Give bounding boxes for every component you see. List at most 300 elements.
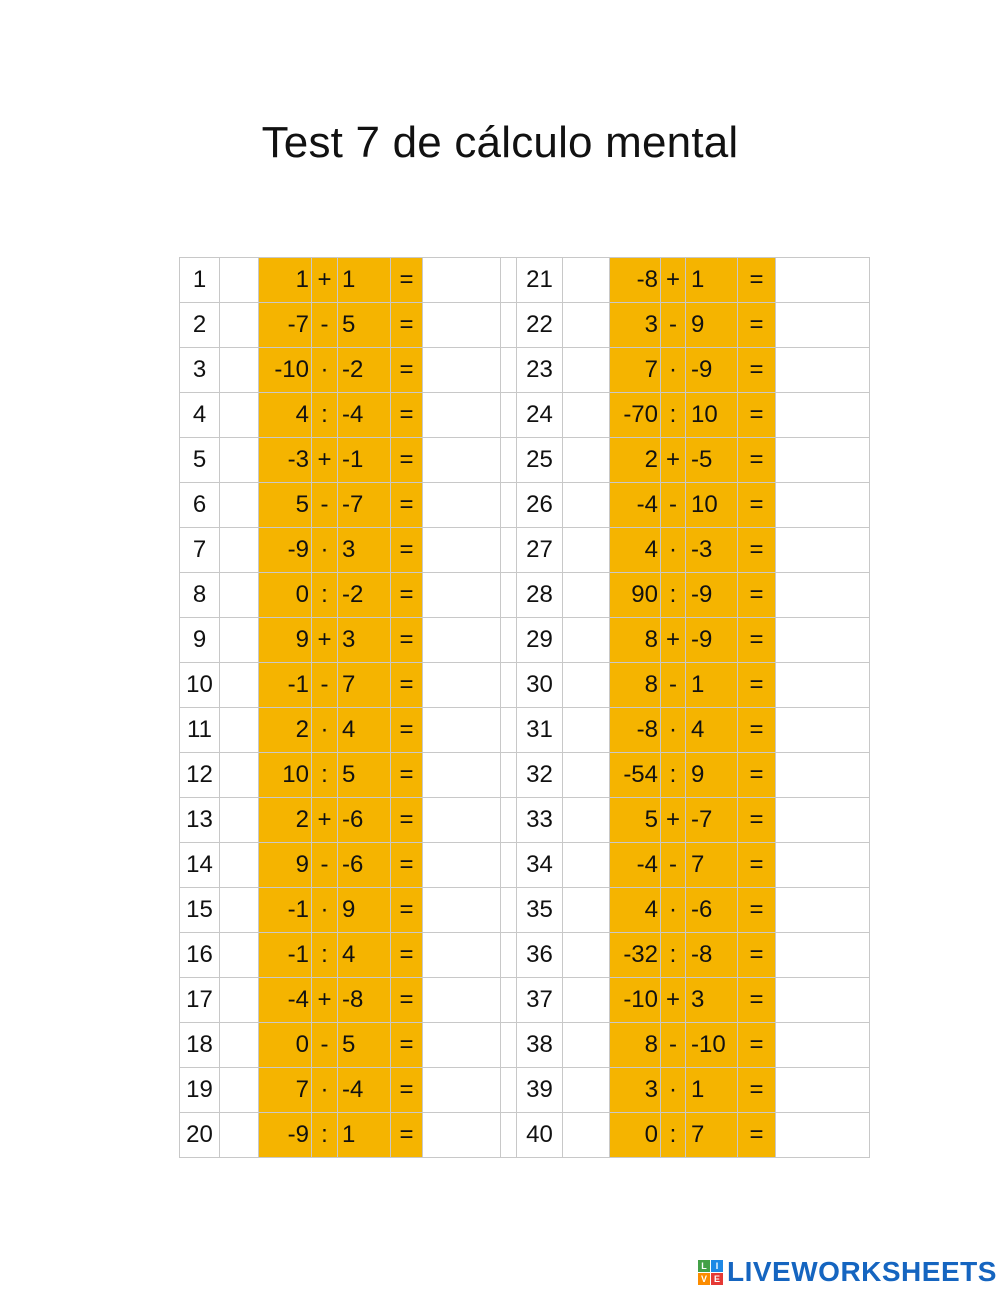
operator: : (312, 1113, 338, 1158)
table-row (180, 708, 870, 753)
exercise-number: 35 (517, 888, 563, 933)
operand-b: 1 (686, 663, 738, 708)
operator: : (661, 573, 686, 618)
answer-field[interactable] (423, 888, 501, 933)
equals-sign: = (391, 303, 423, 348)
answer-field[interactable] (423, 1068, 501, 1113)
operand-a: -9 (259, 1113, 312, 1158)
empty-cell (563, 1068, 610, 1113)
operand-a: -1 (259, 933, 312, 978)
equals-sign: = (391, 978, 423, 1023)
operator: + (661, 438, 686, 483)
column-gap (501, 348, 517, 393)
column-gap (501, 708, 517, 753)
equals-sign: = (738, 753, 776, 798)
answer-field[interactable] (423, 843, 501, 888)
operand-b: 5 (338, 303, 391, 348)
column-gap (501, 1113, 517, 1158)
table-row (180, 438, 870, 483)
answer-field[interactable] (423, 618, 501, 663)
operator: + (661, 258, 686, 303)
empty-cell (220, 753, 259, 798)
answer-field[interactable] (776, 438, 870, 483)
equals-sign: = (738, 978, 776, 1023)
equals-sign: = (738, 663, 776, 708)
table-row (180, 1068, 870, 1113)
operand-a: 5 (610, 798, 661, 843)
exercise-number: 22 (517, 303, 563, 348)
operator: + (661, 978, 686, 1023)
equals-sign: = (391, 393, 423, 438)
operand-a: 90 (610, 573, 661, 618)
answer-field[interactable] (776, 618, 870, 663)
operand-a: -4 (610, 483, 661, 528)
equals-sign: = (738, 393, 776, 438)
operand-b: -6 (686, 888, 738, 933)
equals-sign: = (391, 663, 423, 708)
operator: · (661, 1068, 686, 1113)
operator: + (312, 798, 338, 843)
operator: + (312, 618, 338, 663)
column-gap (501, 303, 517, 348)
answer-field[interactable] (423, 438, 501, 483)
empty-cell (563, 978, 610, 1023)
exercise-number: 30 (517, 663, 563, 708)
exercise-number: 1 (180, 258, 220, 303)
empty-cell (220, 438, 259, 483)
operator: + (312, 978, 338, 1023)
table-row (180, 528, 870, 573)
exercise-number: 25 (517, 438, 563, 483)
answer-field[interactable] (776, 843, 870, 888)
answer-field[interactable] (776, 1113, 870, 1158)
operand-b: 4 (338, 708, 391, 753)
operand-a: -1 (259, 888, 312, 933)
operand-a: 4 (610, 528, 661, 573)
answer-field[interactable] (423, 798, 501, 843)
table-row (180, 483, 870, 528)
operand-b: 4 (686, 708, 738, 753)
operator: - (312, 1023, 338, 1068)
operand-b: 3 (338, 618, 391, 663)
logo-mark-tile: L (698, 1260, 710, 1272)
operator: · (661, 528, 686, 573)
worksheet-title: Test 7 de cálculo mental (261, 118, 739, 167)
operand-b: -3 (686, 528, 738, 573)
operator: · (312, 528, 338, 573)
exercise-number: 6 (180, 483, 220, 528)
empty-cell (220, 483, 259, 528)
operand-b: 5 (338, 1023, 391, 1068)
column-gap (501, 1068, 517, 1113)
empty-cell (220, 1068, 259, 1113)
operator: - (661, 303, 686, 348)
exercise-number: 32 (517, 753, 563, 798)
operator: - (661, 483, 686, 528)
table-row (180, 348, 870, 393)
empty-cell (220, 1113, 259, 1158)
table-row (180, 753, 870, 798)
equals-sign: = (738, 303, 776, 348)
column-gap (501, 1023, 517, 1068)
equals-sign: = (391, 258, 423, 303)
operand-a: 8 (610, 1023, 661, 1068)
answer-field[interactable] (423, 483, 501, 528)
equals-sign: = (738, 618, 776, 663)
operand-a: 5 (259, 483, 312, 528)
operand-b: 7 (338, 663, 391, 708)
column-gap (501, 573, 517, 618)
operand-a: 4 (610, 888, 661, 933)
empty-cell (220, 663, 259, 708)
operand-b: -7 (686, 798, 738, 843)
table-row (180, 933, 870, 978)
equals-sign: = (391, 573, 423, 618)
operand-a: 0 (259, 1023, 312, 1068)
table-row (180, 798, 870, 843)
equals-sign: = (391, 348, 423, 393)
empty-cell (563, 1023, 610, 1068)
answer-field[interactable] (776, 798, 870, 843)
operator: · (312, 708, 338, 753)
operand-a: 8 (610, 618, 661, 663)
empty-cell (220, 708, 259, 753)
operator: - (661, 1023, 686, 1068)
operand-b: -4 (338, 1068, 391, 1113)
exercise-number: 29 (517, 618, 563, 663)
answer-field[interactable] (423, 978, 501, 1023)
operand-a: -54 (610, 753, 661, 798)
empty-cell (220, 888, 259, 933)
liveworksheets-logo (698, 1257, 997, 1287)
operand-a: 2 (610, 438, 661, 483)
column-gap (501, 753, 517, 798)
operator: - (312, 843, 338, 888)
exercise-number: 19 (180, 1068, 220, 1113)
operand-b: 10 (686, 393, 738, 438)
exercise-number: 16 (180, 933, 220, 978)
equals-sign: = (738, 888, 776, 933)
operand-a: -70 (610, 393, 661, 438)
operand-a: 9 (259, 843, 312, 888)
answer-field[interactable] (423, 258, 501, 303)
operand-b: 1 (338, 1113, 391, 1158)
operand-a: -8 (610, 708, 661, 753)
operand-b: 7 (686, 843, 738, 888)
empty-cell (220, 843, 259, 888)
operand-b: -8 (686, 933, 738, 978)
empty-cell (563, 393, 610, 438)
empty-cell (220, 258, 259, 303)
exercise-number: 23 (517, 348, 563, 393)
empty-cell (563, 618, 610, 663)
answer-field[interactable] (776, 393, 870, 438)
table-row (180, 1113, 870, 1158)
answer-field[interactable] (776, 1023, 870, 1068)
operator: · (661, 708, 686, 753)
operand-b: 3 (686, 978, 738, 1023)
operand-b: -7 (338, 483, 391, 528)
empty-cell (563, 708, 610, 753)
column-gap (501, 258, 517, 303)
column-gap (501, 933, 517, 978)
operator: - (661, 843, 686, 888)
answer-field[interactable] (423, 573, 501, 618)
equals-sign: = (738, 438, 776, 483)
operator: · (312, 348, 338, 393)
exercise-number: 8 (180, 573, 220, 618)
column-gap (501, 798, 517, 843)
exercise-number: 36 (517, 933, 563, 978)
operator: - (312, 483, 338, 528)
operand-b: -6 (338, 798, 391, 843)
answer-field[interactable] (776, 708, 870, 753)
exercise-number: 20 (180, 1113, 220, 1158)
empty-cell (563, 528, 610, 573)
operand-b: 9 (338, 888, 391, 933)
table-row (180, 843, 870, 888)
answer-field[interactable] (423, 303, 501, 348)
operand-b: 9 (686, 753, 738, 798)
operand-b: -6 (338, 843, 391, 888)
answer-field[interactable] (423, 1113, 501, 1158)
operand-b: 1 (686, 1068, 738, 1113)
exercise-number: 3 (180, 348, 220, 393)
operand-b: -10 (686, 1023, 738, 1068)
empty-cell (563, 798, 610, 843)
operand-a: 7 (259, 1068, 312, 1113)
exercise-number: 13 (180, 798, 220, 843)
empty-cell (220, 393, 259, 438)
table-row (180, 888, 870, 933)
operator: - (312, 663, 338, 708)
exercise-number: 24 (517, 393, 563, 438)
equals-sign: = (391, 618, 423, 663)
empty-cell (563, 663, 610, 708)
operator: : (661, 393, 686, 438)
operand-b: 7 (686, 1113, 738, 1158)
answer-field[interactable] (776, 933, 870, 978)
empty-cell (563, 888, 610, 933)
empty-cell (563, 438, 610, 483)
empty-cell (563, 1113, 610, 1158)
exercise-number: 5 (180, 438, 220, 483)
operator: : (661, 933, 686, 978)
equals-sign: = (391, 843, 423, 888)
exercise-number: 21 (517, 258, 563, 303)
exercise-number: 34 (517, 843, 563, 888)
exercise-number: 2 (180, 303, 220, 348)
logo-mark-tile: I (711, 1260, 723, 1272)
operand-b: -5 (686, 438, 738, 483)
column-gap (501, 663, 517, 708)
column-gap (501, 528, 517, 573)
exercise-number: 33 (517, 798, 563, 843)
equals-sign: = (391, 1023, 423, 1068)
equals-sign: = (391, 438, 423, 483)
exercise-number: 37 (517, 978, 563, 1023)
answer-field[interactable] (776, 348, 870, 393)
column-gap (501, 888, 517, 933)
empty-cell (563, 258, 610, 303)
empty-cell (220, 933, 259, 978)
operand-a: 7 (610, 348, 661, 393)
operator: · (312, 1068, 338, 1113)
empty-cell (563, 483, 610, 528)
empty-cell (220, 573, 259, 618)
empty-cell (563, 933, 610, 978)
table-row (180, 618, 870, 663)
equals-sign: = (391, 1113, 423, 1158)
operand-a: 0 (610, 1113, 661, 1158)
answer-field[interactable] (776, 888, 870, 933)
exercise-number: 17 (180, 978, 220, 1023)
answer-field[interactable] (423, 663, 501, 708)
operand-b: -2 (338, 573, 391, 618)
operand-b: -9 (686, 618, 738, 663)
logo-mark-tile: V (698, 1273, 710, 1285)
equals-sign: = (738, 798, 776, 843)
column-gap (501, 438, 517, 483)
operand-a: 9 (259, 618, 312, 663)
column-gap (501, 843, 517, 888)
empty-cell (563, 303, 610, 348)
answer-field[interactable] (776, 258, 870, 303)
operand-a: 3 (610, 1068, 661, 1113)
answer-field[interactable] (423, 348, 501, 393)
equals-sign: = (391, 798, 423, 843)
exercise-table (179, 257, 870, 1158)
operator: : (661, 753, 686, 798)
operator: · (661, 888, 686, 933)
answer-field[interactable] (776, 1068, 870, 1113)
empty-cell (563, 573, 610, 618)
operand-a: 2 (259, 798, 312, 843)
exercise-number: 4 (180, 393, 220, 438)
table-row (180, 663, 870, 708)
operand-a: 0 (259, 573, 312, 618)
empty-cell (220, 618, 259, 663)
equals-sign: = (738, 1023, 776, 1068)
logo-text: LIVEWORKSHEETS (727, 1256, 997, 1287)
answer-field[interactable] (776, 573, 870, 618)
exercise-number: 10 (180, 663, 220, 708)
operand-a: -10 (610, 978, 661, 1023)
equals-sign: = (391, 888, 423, 933)
equals-sign: = (391, 528, 423, 573)
operand-b: 1 (338, 258, 391, 303)
operand-b: 9 (686, 303, 738, 348)
operand-a: 8 (610, 663, 661, 708)
exercise-number: 38 (517, 1023, 563, 1068)
empty-cell (220, 303, 259, 348)
equals-sign: = (738, 1113, 776, 1158)
operator: · (312, 888, 338, 933)
operand-a: 1 (259, 258, 312, 303)
answer-field[interactable] (776, 663, 870, 708)
operand-a: -1 (259, 663, 312, 708)
table-row (180, 573, 870, 618)
operator: : (312, 573, 338, 618)
equals-sign: = (391, 933, 423, 978)
operand-b: 4 (338, 933, 391, 978)
equals-sign: = (391, 1068, 423, 1113)
exercise-number: 26 (517, 483, 563, 528)
column-gap (501, 483, 517, 528)
operator: + (661, 798, 686, 843)
exercise-number: 7 (180, 528, 220, 573)
answer-field[interactable] (423, 708, 501, 753)
answer-field[interactable] (776, 753, 870, 798)
operator: : (312, 393, 338, 438)
equals-sign: = (738, 528, 776, 573)
answer-field[interactable] (423, 1023, 501, 1068)
operand-b: -1 (338, 438, 391, 483)
operator: : (661, 1113, 686, 1158)
equals-sign: = (738, 933, 776, 978)
operator: + (661, 618, 686, 663)
answer-field[interactable] (423, 528, 501, 573)
operand-b: -9 (686, 573, 738, 618)
operator: - (661, 663, 686, 708)
exercise-number: 12 (180, 753, 220, 798)
operand-a: -3 (259, 438, 312, 483)
answer-field[interactable] (776, 303, 870, 348)
operator: : (312, 753, 338, 798)
empty-cell (220, 798, 259, 843)
column-gap (501, 618, 517, 663)
exercise-number: 40 (517, 1113, 563, 1158)
equals-sign: = (738, 843, 776, 888)
answer-field[interactable] (776, 528, 870, 573)
operand-b: 5 (338, 753, 391, 798)
operator: + (312, 438, 338, 483)
operand-a: -7 (259, 303, 312, 348)
operand-b: -8 (338, 978, 391, 1023)
answer-field[interactable] (776, 978, 870, 1023)
empty-cell (563, 843, 610, 888)
exercise-number: 15 (180, 888, 220, 933)
table-row (180, 393, 870, 438)
answer-field[interactable] (423, 753, 501, 798)
equals-sign: = (391, 708, 423, 753)
equals-sign: = (738, 573, 776, 618)
operand-a: -32 (610, 933, 661, 978)
table-row (180, 1023, 870, 1068)
operand-b: -9 (686, 348, 738, 393)
exercise-number: 18 (180, 1023, 220, 1068)
operand-a: -4 (259, 978, 312, 1023)
empty-cell (220, 348, 259, 393)
operand-a: -9 (259, 528, 312, 573)
exercise-number: 14 (180, 843, 220, 888)
table-row (180, 303, 870, 348)
answer-field[interactable] (776, 483, 870, 528)
table-row (180, 258, 870, 303)
empty-cell (220, 1023, 259, 1068)
column-gap (501, 393, 517, 438)
answer-field[interactable] (423, 933, 501, 978)
operand-a: 2 (259, 708, 312, 753)
equals-sign: = (391, 483, 423, 528)
empty-cell (563, 753, 610, 798)
operand-a: 4 (259, 393, 312, 438)
operator: · (661, 348, 686, 393)
empty-cell (220, 528, 259, 573)
answer-field[interactable] (423, 393, 501, 438)
operand-a: -10 (259, 348, 312, 393)
exercise-number: 28 (517, 573, 563, 618)
